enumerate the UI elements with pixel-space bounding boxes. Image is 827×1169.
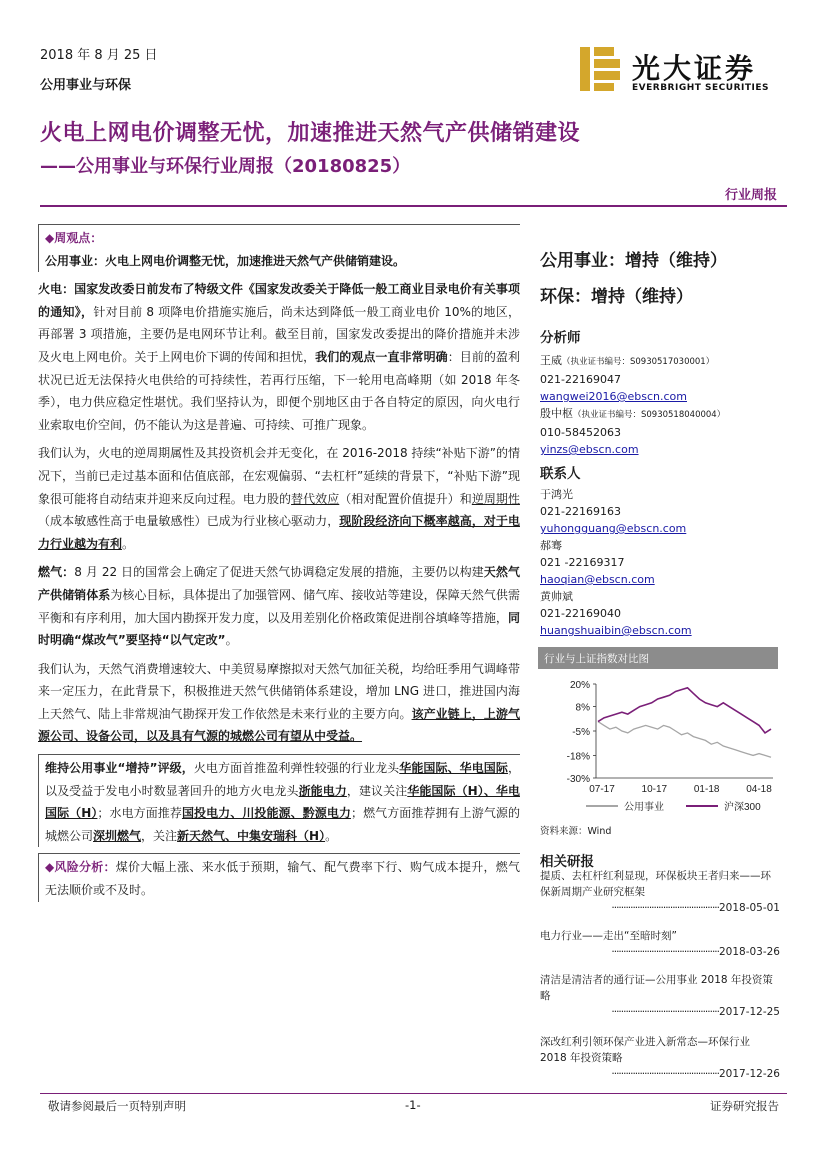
- y-tick-label: -30%: [566, 774, 590, 785]
- header-divider: [40, 205, 787, 207]
- footer-page-number: -1-: [405, 1098, 421, 1112]
- legend-label-2: 沪深300: [724, 802, 761, 813]
- contact-1-email[interactable]: yuhongguang@ebscn.com: [540, 522, 687, 535]
- main-content: [38, 224, 520, 908]
- rating-environment: 环保：增持（维持）: [540, 287, 693, 307]
- logo-english-name: EVERBRIGHT SECURITIES: [632, 83, 769, 93]
- recommendation-box: [38, 754, 520, 847]
- related-report-1[interactable]: 提质、去杠杆红利显现，环保板块王者归来——环保新周期产业研究框架 ··············································2018-05-01: [540, 870, 780, 914]
- report-type-label: 行业周报: [724, 188, 777, 203]
- paragraph-summary: 公用事业：火电上网电价调整无忧，加速推进天然气产供储销建设。: [45, 253, 406, 268]
- footer-report-label: 证券研究报告: [710, 1099, 779, 1113]
- contact-1-name: 于鸿光: [540, 488, 573, 501]
- series-line-2: [598, 688, 771, 733]
- related-reports-heading: 相关研报: [540, 854, 594, 870]
- analyst-heading: 分析师: [540, 330, 581, 346]
- related-report-3[interactable]: 清洁是清洁者的通行证—公用事业 2018 年投资策略 ··············································2017-12-25: [540, 974, 780, 1018]
- related-report-2[interactable]: 电力行业——走出“至暗时刻” ··············································2018-03-26: [540, 930, 780, 958]
- paragraph-risk: ◆风险分析：煤价大幅上涨、来水低于预期，输气、配气费率下行、购气成本提升，燃气无法顺价或不及时。: [45, 860, 520, 898]
- report-date: 2018 年 8 月 25 日: [40, 48, 158, 63]
- analyst-1-email[interactable]: wangwei2016@ebscn.com: [540, 390, 687, 403]
- paragraph-cyclical: 我们认为，火电的逆周期属性及其投资机会并无变化，在 2016-2018 持续“补贴下游”的情况下，当前已走过基本面和估值底部，在宏观偏弱、“去杠杆”延续的背景下，“补贴下游”现象很可能将自动结束并迎来反向过程。电力股的替代效应（相对配置价值提升）和逆周期性（成本敏感性高于电量敏感性）已成为行业核心驱动力，现阶段经济向下概率越高，对于电力行业越为有利。: [38, 446, 520, 551]
- rating-utilities: 公用事业：增持（维持）: [540, 251, 727, 271]
- analyst-2-phone: 010-58452063: [540, 426, 621, 439]
- y-tick-label: -5%: [572, 727, 590, 738]
- footer-divider: [40, 1093, 787, 1094]
- risk-box: [38, 853, 520, 901]
- analyst-1: 王威（执业证书编号：S0930517030001）: [540, 354, 715, 367]
- legend-label-1: 公用事业: [624, 802, 664, 813]
- series-line-1: [598, 722, 771, 758]
- analyst-1-phone: 021-22169047: [540, 373, 621, 386]
- x-tick-label: 04-18: [746, 784, 772, 795]
- report-subtitle: ——公用事业与环保行业周报（20180825）: [40, 156, 411, 177]
- footer-disclaimer: 敬请参阅最后一页特别声明: [48, 1099, 186, 1113]
- contact-2-email[interactable]: haoqian@ebscn.com: [540, 573, 655, 586]
- logo-chinese-name: 光大证券: [632, 52, 757, 85]
- paragraph-recommendation: 维持公用事业“增持”评级，火电方面首推盈利弹性较强的行业龙头华能国际、华电国际，以及受益于发电小时数显著回升的地方火电龙头浙能电力，建议关注华能国际（H）、华电国际（H）；水电方面推荐国投电力、川投能源、黔源电力；燃气方面推荐拥有上游气源的城燃公司深圳燃气，关注新天然气、中集安瑞科（H）。: [45, 761, 520, 843]
- x-tick-label: 01-18: [693, 784, 720, 795]
- x-tick-label: 10-17: [641, 784, 668, 795]
- contact-1-phone: 021-22169163: [540, 505, 621, 518]
- x-tick-label: 07-17: [589, 784, 615, 795]
- y-tick-label: 8%: [575, 702, 590, 714]
- related-report-4[interactable]: 深改红利引领环保产业进入新常态—环保行业 2018 年投资策略 ··············································2017-12-26: [540, 1036, 780, 1080]
- report-sector: 公用事业与环保: [40, 78, 132, 93]
- contact-heading: 联系人: [540, 466, 581, 482]
- paragraph-gas-outlook: 我们认为，天然气消费增速较大、中美贸易摩擦拟对天然气加征关税，均给旺季用气调峰带来一定压力，在此背景下，积极推进天然气供储销体系建设，增加 LNG 进口，推进国内海上天然气、陆上非常规油气勘探开发工作依然是未来行业的主要方向。该产业链上，上游气源公司、设备公司，以及具有气源的城燃公司有望从中受益。: [38, 661, 520, 744]
- report-title: 火电上网电价调整无忧，加速推进天然气产供储销建设: [40, 121, 581, 146]
- contact-3-email[interactable]: huangshuaibin@ebscn.com: [540, 624, 692, 637]
- section-weekly-heading: ◆周观点：: [45, 231, 103, 245]
- logo-mark-icon: [580, 47, 624, 91]
- contact-2-name: 郝骞: [540, 539, 562, 552]
- contact-3-name: 黄帅斌: [540, 590, 573, 603]
- chart-title: 行业与上证指数对比图: [538, 647, 778, 669]
- company-logo: [580, 47, 780, 97]
- paragraph-gas: 燃气：8 月 22 日的国常会上确定了促进天然气协调稳定发展的措施，主要仍以构建天然气产供储销体系为核心目标，具体提出了加强管网、储气库、接收站等建设，保障天然气供需平衡和有序利用，加大国内勘探开发力度，以及用差别化价格政策促进削谷填峰等措施，同时明确“煤改气”要坚持“以气定改”。: [38, 565, 520, 648]
- contact-2-phone: 021 -22169317: [540, 556, 625, 569]
- y-tick-label: 20%: [569, 680, 590, 691]
- weekly-view-box: [38, 224, 520, 272]
- analyst-2: 殷中枢（执业证书编号：S0930518040004）: [540, 407, 726, 420]
- chart-source: 资料来源：Wind: [540, 826, 612, 837]
- paragraph-thermal-power: 火电：国家发改委日前发布了特级文件《国家发改委关于降低一般工商业目录电价有关事项的通知》，针对目前 8 项降电价措施实施后，尚未达到降低一般工商业电价 10%的地区，再部署 3 项措施，主要仍是电网环节让利。截至目前，国家发改委提出的降价措施并未涉及火电上网电价。关于上网电价下调的传闻和担忧，我们的观点一直非常明确：目前的盈利状况已近无法保持火电供给的可持续性，若再行压缩，下一轮用电高峰期（如 2018 年冬季），电力供应稳定性堪忧。我们坚持认为，即便个别地区由于各自特定的原因，向火电行业索取电价空间，仍不能认为这是普遍、可持续、可推广现象。: [38, 282, 520, 432]
- contact-3-phone: 021-22169040: [540, 607, 621, 620]
- y-tick-label: -18%: [566, 751, 590, 763]
- analyst-2-email[interactable]: yinzs@ebscn.com: [540, 443, 639, 456]
- comparison-chart: [538, 670, 780, 820]
- analyst-block: [540, 326, 780, 639]
